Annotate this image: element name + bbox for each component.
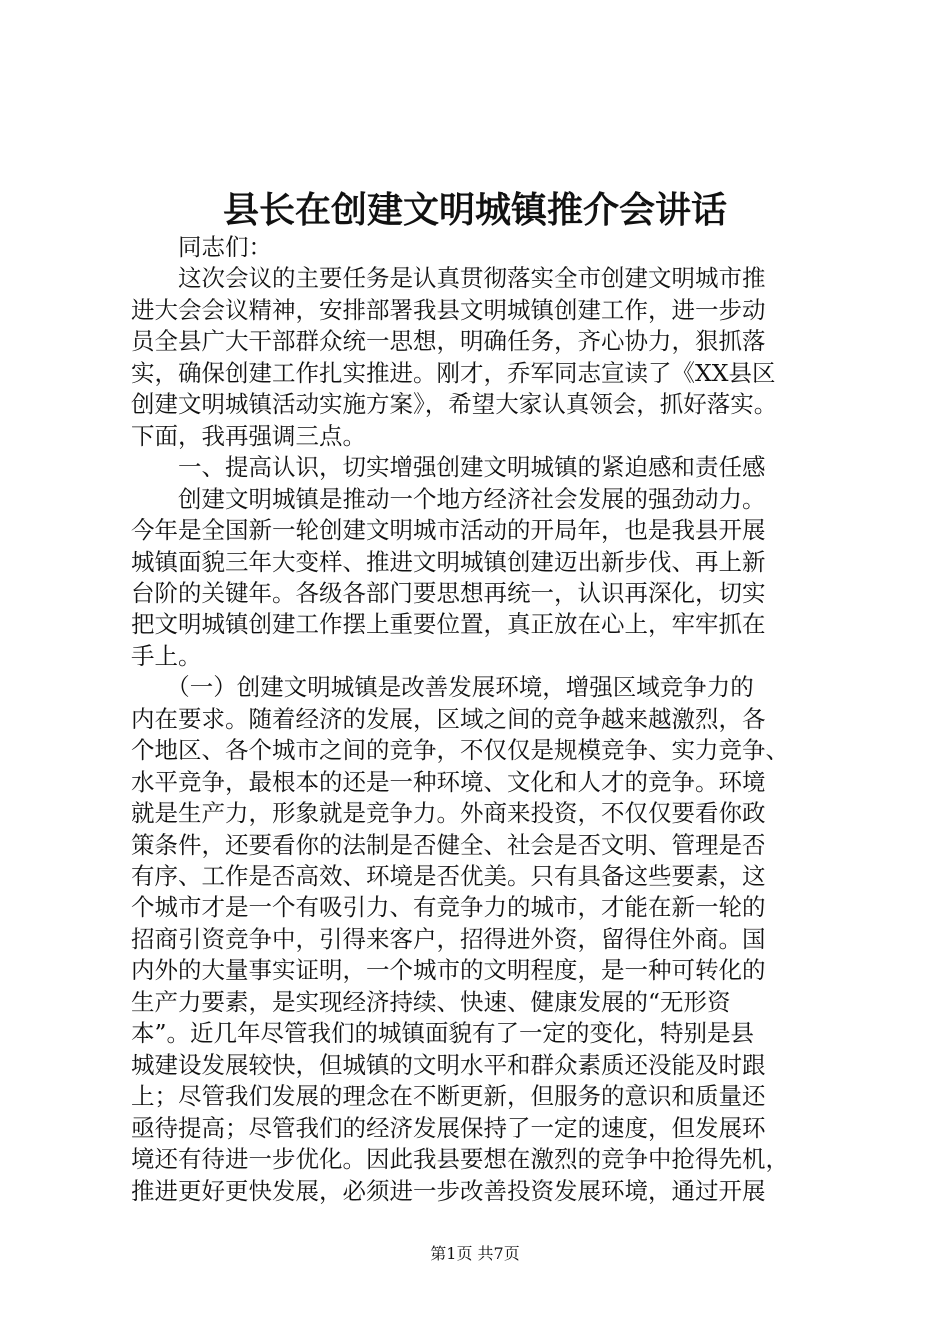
body-text-line: 水平竞争，最根本的还是一种环境、文化和人才的竞争。环境 <box>131 767 766 796</box>
body-text-line: 进大会会议精神，安排部署我县文明城镇创建工作，进一步动 <box>131 295 766 324</box>
body-text-line: 下面，我再强调三点。 <box>131 421 366 450</box>
body-text-line: 创建文明城镇是推动一个地方经济社会发展的强劲动力。 <box>131 484 766 513</box>
body-text-line: 推进更好更快发展，必须进一步改善投资发展环境，通过开展 <box>131 1176 766 1205</box>
body-text-line: 同志们： <box>131 233 272 261</box>
body-text-line: 招商引资竞争中，引得来客户，招得进外资，留得住外商。国 <box>131 924 766 953</box>
body-text-line: 实，确保创建工作扎实推进。刚才，乔军同志宣读了《XX县区 <box>131 358 776 387</box>
body-text-line: 这次会议的主要任务是认真贯彻落实全市创建文明城市推 <box>131 264 766 293</box>
body-text-line: 内在要求。随着经济的发展，区域之间的竞争越来越激烈，各 <box>131 704 766 733</box>
body-text-line: 境还有待进一步优化。因此我县要想在激烈的竞争中抢得先机， <box>131 1145 789 1174</box>
body-text-line: 台阶的关键年。各级各部门要思想再统一，认识再深化，切实 <box>131 578 766 607</box>
body-text-line: 亟待提高；尽管我们的经济发展保持了一定的速度，但发展环 <box>131 1113 766 1142</box>
body-text-line: 个地区、各个城市之间的竞争，不仅仅是规模竞争、实力竞争、 <box>131 736 789 765</box>
body-text-line: 把文明城镇创建工作摆上重要位置，真正放在心上，牢牢抓在 <box>131 610 766 639</box>
body-text-line: 上；尽管我们发展的理念在不断更新，但服务的意识和质量还 <box>131 1082 766 1111</box>
body-text-line: 有序、工作是否高效、环境是否优美。只有具备这些要素，这 <box>131 862 766 890</box>
body-text-line: 本”。近几年尽管我们的城镇面貌有了一定的变化，特别是县 <box>131 1019 755 1048</box>
body-text-line: 员全县广大干部群众统一思想，明确任务，齐心协力，狠抓落 <box>131 327 766 356</box>
body-text-line: 创建文明城镇活动实施方案》，希望大家认真领会，抓好落实。 <box>131 390 778 419</box>
body-text-line: 手上。 <box>131 641 202 670</box>
body-text-line: 一、提高认识，切实增强创建文明城镇的紧迫感和责任感 <box>131 453 766 482</box>
body-text-line: 个城市才是一个有吸引力、有竞争力的城市，才能在新一轮的 <box>131 893 766 922</box>
body-text-line: 今年是全国新一轮创建文明城市活动的开局年，也是我县开展 <box>131 516 766 545</box>
body-text-line: 生产力要素，是实现经济持续、快速、健康发展的“无形资 <box>131 987 731 1016</box>
body-text-line: （一）创建文明城镇是改善发展环境，增强区域竞争力的 <box>131 673 754 702</box>
page-footer: 第1页 共7页 <box>430 1244 520 1263</box>
body-text-line: 就是生产力，形象就是竞争力。外商来投资，不仅仅要看你政 <box>131 799 766 828</box>
document-title: 县长在创建文明城镇推介会讲话 <box>222 189 727 231</box>
body-text-line: 策条件，还要看你的法制是否健全、社会是否文明、管理是否 <box>131 830 766 859</box>
body-text-line: 内外的大量事实证明，一个城市的文明程度，是一种可转化的 <box>131 956 766 985</box>
body-text-line: 城镇面貌三年大变样、推进文明城镇创建迈出新步伐、再上新 <box>131 547 766 576</box>
body-text-line: 城建设发展较快，但城镇的文明水平和群众素质还没能及时跟 <box>131 1050 766 1079</box>
